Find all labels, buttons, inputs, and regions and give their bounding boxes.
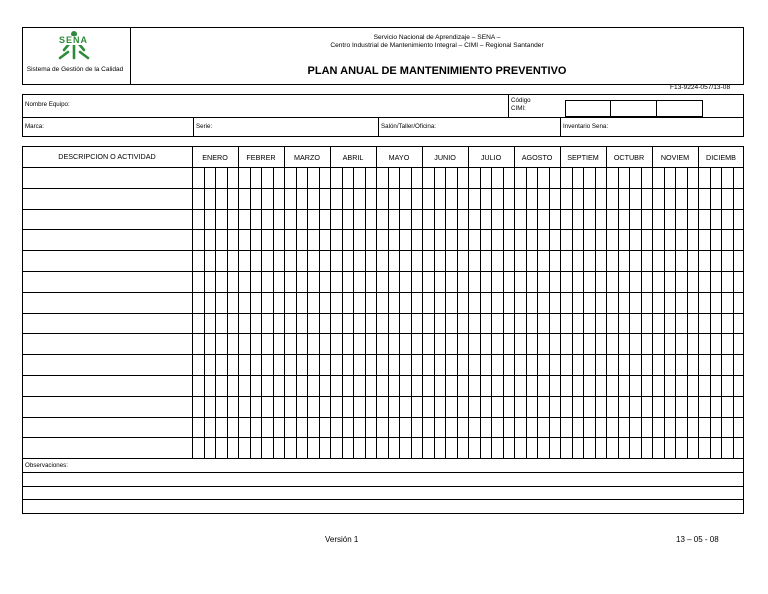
- sena-inventory-label: Inventario Sena:: [563, 123, 609, 130]
- week-column-divider: [583, 167, 584, 458]
- institution-line-1: Servicio Nacional de Aprendizaje – SENA –: [373, 34, 501, 41]
- institution-line-2: Centro Industrial de Mantenimiento Integral – CIMI – Regional Santander: [330, 42, 544, 49]
- month-header: ENERO: [202, 153, 228, 162]
- table-row-line: [22, 333, 744, 334]
- table-row-line: [22, 458, 744, 459]
- week-column-divider: [503, 167, 504, 458]
- week-column-divider: [733, 167, 734, 458]
- week-column-divider: [457, 167, 458, 458]
- table-row-line: [22, 271, 744, 272]
- week-column-divider: [445, 167, 446, 458]
- footer-date: 13 – 05 - 08: [676, 535, 719, 544]
- location-label: Salón/Taller/Oficina:: [381, 123, 437, 130]
- week-column-divider: [537, 167, 538, 458]
- table-header-divider: [22, 167, 744, 168]
- month-header: SEPTIEM: [567, 153, 599, 162]
- month-column-divider: [514, 146, 515, 458]
- month-header: JUNIO: [434, 153, 456, 162]
- week-column-divider: [480, 167, 481, 458]
- month-header: DICIEMB: [706, 153, 736, 162]
- month-column-divider: [652, 146, 653, 458]
- cimi-code-field[interactable]: [565, 100, 703, 117]
- observations-line: [22, 486, 744, 487]
- quality-system-label: Sistema de Gestión de la Calidad: [26, 66, 124, 73]
- table-row-line: [22, 417, 744, 418]
- serial-label: Serie:: [196, 123, 213, 130]
- week-column-divider: [491, 167, 492, 458]
- month-header: ABRIL: [342, 153, 364, 162]
- week-column-divider: [710, 167, 711, 458]
- month-column-divider: [560, 146, 561, 458]
- week-column-divider: [595, 167, 596, 458]
- week-column-divider: [411, 167, 412, 458]
- month-header: AGOSTO: [521, 153, 553, 162]
- week-column-divider: [526, 167, 527, 458]
- month-column-divider: [330, 146, 331, 458]
- week-column-divider: [261, 167, 262, 458]
- week-column-divider: [687, 167, 688, 458]
- week-column-divider: [549, 167, 550, 458]
- week-column-divider: [388, 167, 389, 458]
- month-column-divider: [468, 146, 469, 458]
- month-column-divider: [238, 146, 239, 458]
- week-column-divider: [227, 167, 228, 458]
- week-column-divider: [273, 167, 274, 458]
- logo-text: SENA: [59, 35, 89, 45]
- month-column-divider: [698, 146, 699, 458]
- week-column-divider: [307, 167, 308, 458]
- month-column-divider: [376, 146, 377, 458]
- table-row-line: [22, 229, 744, 230]
- week-column-divider: [204, 167, 205, 458]
- month-column-divider: [606, 146, 607, 458]
- week-column-divider: [572, 167, 573, 458]
- table-row-line: [22, 437, 744, 438]
- month-header: OCTUBR: [613, 153, 645, 162]
- week-column-divider: [629, 167, 630, 458]
- description-column-divider: [192, 146, 193, 458]
- version-label: Versión 1: [325, 535, 359, 544]
- month-header: MAYO: [388, 153, 410, 162]
- week-column-divider: [353, 167, 354, 458]
- table-row-line: [22, 313, 744, 314]
- week-column-divider: [342, 167, 343, 458]
- month-header: FEBRER: [246, 153, 276, 162]
- form-code: F13-9224-057/13-08: [670, 84, 731, 91]
- table-row-line: [22, 250, 744, 251]
- observations-line: [22, 472, 744, 473]
- week-column-divider: [434, 167, 435, 458]
- observations-label: Observaciones:: [25, 462, 68, 469]
- week-column-divider: [215, 167, 216, 458]
- description-header: DESCRIPCION O ACTIVIDAD: [58, 152, 156, 161]
- page-title: PLAN ANUAL DE MANTENIMIENTO PREVENTIVO: [307, 65, 567, 77]
- table-row-line: [22, 396, 744, 397]
- month-header: JULIO: [480, 153, 502, 162]
- table-row-line: [22, 188, 744, 189]
- month-column-divider: [422, 146, 423, 458]
- table-row-line: [22, 209, 744, 210]
- week-column-divider: [399, 167, 400, 458]
- week-column-divider: [296, 167, 297, 458]
- cimi-code-label: Código CIMI:: [511, 97, 531, 112]
- table-row-line: [22, 375, 744, 376]
- week-column-divider: [319, 167, 320, 458]
- equipment-name-label: Nombre Equipo:: [25, 101, 70, 108]
- week-column-divider: [618, 167, 619, 458]
- table-row-line: [22, 292, 744, 293]
- week-column-divider: [250, 167, 251, 458]
- observations-line: [22, 499, 744, 500]
- month-column-divider: [284, 146, 285, 458]
- table-row-line: [22, 354, 744, 355]
- month-header: MARZO: [294, 153, 320, 162]
- month-header: NOVIEM: [660, 153, 690, 162]
- sena-logo: [46, 30, 102, 60]
- week-column-divider: [721, 167, 722, 458]
- week-column-divider: [664, 167, 665, 458]
- week-column-divider: [675, 167, 676, 458]
- equipment-name-field[interactable]: [90, 96, 505, 116]
- week-column-divider: [365, 167, 366, 458]
- brand-label: Marca:: [25, 123, 44, 130]
- week-column-divider: [641, 167, 642, 458]
